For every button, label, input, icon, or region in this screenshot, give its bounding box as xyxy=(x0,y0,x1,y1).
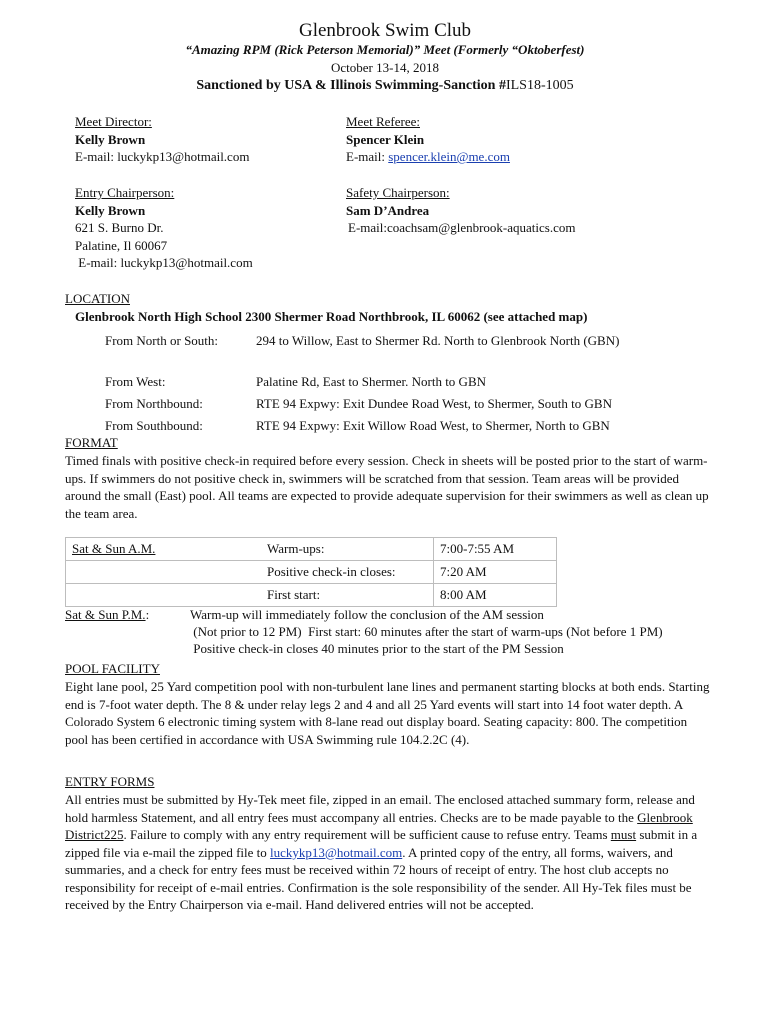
pm-line-1: (Not prior to 12 PM) First start: 60 minutes after the start of warm-ups (Not before 1 PM) xyxy=(190,624,663,639)
safety-chair-title: Safety Chairperson: xyxy=(346,185,450,200)
entry-chair-name: Kelly Brown xyxy=(75,202,146,218)
location-venue: Glenbrook North High School 2300 Shermer Road Northbrook, IL 60062 (see attached map) xyxy=(75,309,588,324)
meet-director-name: Kelly Brown xyxy=(75,131,146,147)
sanction-prefix: Sanctioned by USA & Illinois Swimming-Sanction # xyxy=(196,78,506,93)
entry-chair-address2: Palatine, Il 60067 xyxy=(75,237,168,253)
pm-label-line xyxy=(65,606,149,624)
table-row xyxy=(66,584,557,607)
location-heading: LOCATION xyxy=(65,291,130,306)
direction-route-2: RTE 94 Expwy: Exit Dundee Road West, to Shermer, South to GBN xyxy=(256,396,612,411)
entry-text xyxy=(65,791,705,914)
am-time-0: 7:00-7:55 AM xyxy=(434,538,557,561)
entry-chair-title: Entry Chairperson: xyxy=(75,185,175,200)
entry-chair-address1: 621 S. Burno Dr. xyxy=(75,220,164,236)
am-item-1: Positive check-in closes: xyxy=(261,561,434,584)
format-text: Timed finals with positive check-in required before every session. Check in sheets will be posted prior to the start of warm- ups. If swimmers do not positive check in, swimmers will be scratched from that session. Team areas will be provided around the small (East) pool. All teams are expected to provide adequate supervision for their swimmers as well as clean up the team area. xyxy=(65,453,709,521)
club-title: Glenbrook Swim Club xyxy=(298,20,472,41)
am-empty-cell xyxy=(66,584,262,607)
safety-chair-block xyxy=(346,184,575,237)
am-empty-cell xyxy=(66,561,262,584)
entry-text-4: . A printed copy of the entry, all forms, waivers, and summaries, and a check for entry fees must be received within 72 hours of receipt of entry. The host club accepts no responsibility for receipt of e-mail entries. Confirmation is the sole responsibility of the sender. All Hy-Tek files must be received by the Entry Chairperson via e-mail. Hand delivered entries will not be accepted. xyxy=(65,844,692,913)
meet-name: “Amazing RPM (Rick Peterson Memorial)” Meet (Formerly “Oktoberfest) xyxy=(185,42,585,57)
table-row xyxy=(66,561,557,584)
sanction-number: ILS18-1005 xyxy=(505,78,574,93)
entry-payee: Glenbrook District225 xyxy=(65,809,693,843)
pm-label: Sat & Sun P.M. xyxy=(65,607,146,622)
meet-referee-name: Spencer Klein xyxy=(346,131,425,147)
entry-must: must xyxy=(610,827,637,843)
entry-email-link[interactable]: luckykp13@hotmail.com xyxy=(270,844,403,860)
meet-referee-email-link[interactable]: spencer.klein@me.com xyxy=(388,149,510,165)
am-label: Sat & Sun A.M. xyxy=(66,538,262,561)
format-heading: FORMAT xyxy=(65,435,118,450)
meet-director-block xyxy=(75,113,249,166)
entry-text-3: submit in a zipped file via e-mail the zipped file to xyxy=(65,827,698,860)
direction-from-1: From West: xyxy=(105,374,166,389)
entry-chair-block xyxy=(75,184,253,272)
pool-heading: POOL FACILITY xyxy=(65,661,160,676)
direction-from-2: From Northbound: xyxy=(105,396,203,411)
meet-referee-block xyxy=(346,113,510,166)
am-item-2: First start: xyxy=(261,584,434,607)
am-schedule-table xyxy=(65,537,557,607)
entry-heading: ENTRY FORMS xyxy=(65,774,155,789)
direction-from-0: From North or South: xyxy=(105,333,219,348)
direction-route-0: 294 to Willow, East to Shermer Rd. North to Glenbrook North (GBN) xyxy=(256,333,620,348)
direction-from-3: From Southbound: xyxy=(105,418,203,433)
meet-dates: October 13-14, 2018 xyxy=(331,60,439,75)
entry-text-1: All entries must be submitted by Hy-Tek meet file, zipped in an email. The enclosed attached summary form, release and hold harmless Statement, and all entry fees must accompany all entries. Checks are to be made payable to the xyxy=(65,792,695,825)
direction-route-3: RTE 94 Expwy: Exit Willow Road West, to Shermer, North to GBN xyxy=(256,418,610,433)
pm-line-0: Warm-up will immediately follow the conclusion of the AM session xyxy=(190,607,544,622)
am-time-1: 7:20 AM xyxy=(434,561,557,584)
am-item-0: Warm-ups: xyxy=(261,538,434,561)
safety-chair-name: Sam D’Andrea xyxy=(346,202,430,218)
meet-director-email: E-mail: luckykp13@hotmail.com xyxy=(75,149,250,165)
meet-director-title: Meet Director: xyxy=(75,114,152,129)
entry-text-2: . Failure to comply with any entry requirement will be sufficient cause to refuse entry. Teams xyxy=(123,827,611,843)
pool-text: Eight lane pool, 25 Yard competition pool with non-turbulent lane lines and permanent starting blocks at both ends. Starting end is 7-foot water depth. The 8 & under relay legs 2 and 4 and all 25 Yard events will start into 14 foot water depth. A Colorado System 6 electronic timing system with 8-lane read out display board. Seating capacity: 800. The competition pool has been certified in accordance with USA Swimming rule 104.2.2C (4). xyxy=(65,679,710,747)
direction-route-1: Palatine Rd, East to Shermer. North to GBN xyxy=(256,374,487,389)
meet-referee-email-prefix: E-mail: xyxy=(346,149,389,165)
entry-chair-email: E-mail: luckykp13@hotmail.com xyxy=(75,255,253,271)
safety-chair-email: E-mail:coachsam@glenbrook-aquatics.com xyxy=(348,220,576,236)
table-row xyxy=(66,538,557,561)
pm-colon: : xyxy=(145,607,150,622)
am-time-2: 8:00 AM xyxy=(434,584,557,607)
sanction-line xyxy=(0,77,770,96)
meet-referee-title: Meet Referee: xyxy=(346,114,420,129)
meet-referee-email-line xyxy=(346,148,510,166)
pm-line-2: Positive check-in closes 40 minutes prior to the start of the PM Session xyxy=(190,641,564,656)
